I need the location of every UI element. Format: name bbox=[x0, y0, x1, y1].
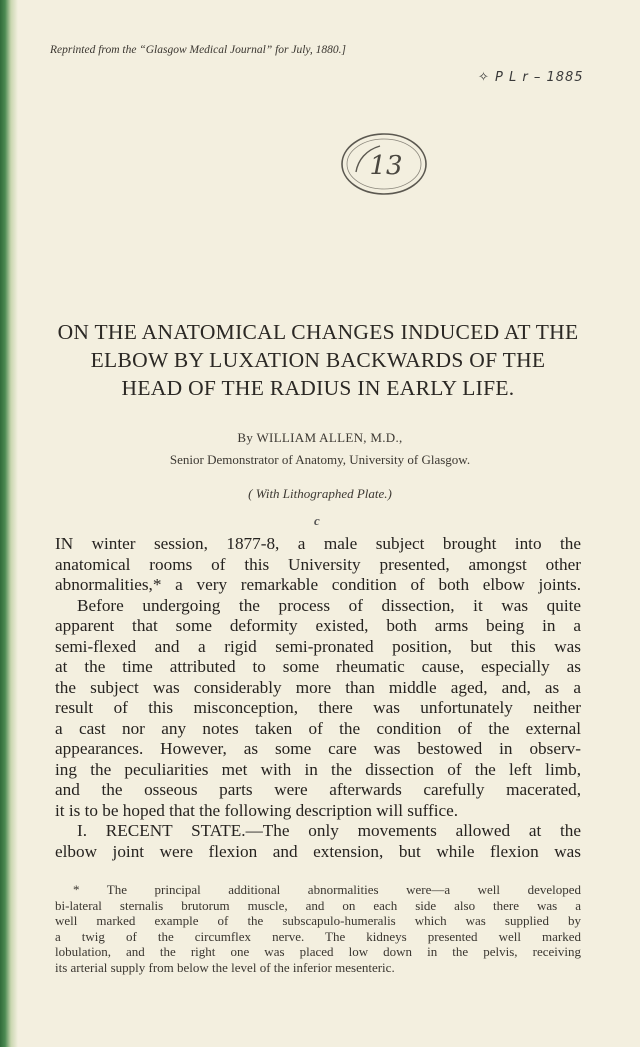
reprint-header: Reprinted from the “Glasgow Medical Journal” for July, 1880.] bbox=[50, 44, 347, 56]
body-line: a cast nor any notes taken of the condition of the external bbox=[55, 718, 581, 738]
body-line: the subject was considerably more than middle aged, and, as a bbox=[55, 677, 581, 697]
title-line: ELBOW BY LUXATION BACKWARDS OF THE bbox=[90, 348, 546, 372]
body-line: result of this misconception, there was unfortunately neither bbox=[55, 698, 581, 717]
footnote-line: a twig of the circumflex nerve. The kidneys presented well marked bbox=[55, 928, 581, 944]
body-line: appearances. However, as some care was bestowed in observ- bbox=[55, 739, 581, 758]
title-line: ON THE ANATOMICAL CHANGES INDUCED AT THE bbox=[57, 320, 579, 344]
handwritten-catalog-ref: ✧ P L r – 1885 bbox=[478, 70, 584, 85]
author-affiliation: Senior Demonstrator of Anatomy, University of Glasgow. bbox=[169, 452, 471, 467]
body-line: ing the peculiarities met with in the dissection of the left limb, bbox=[55, 759, 581, 779]
body-line: Before undergoing the process of dissection, it was quite bbox=[77, 595, 581, 615]
article-body bbox=[55, 534, 581, 862]
title-line: HEAD OF THE RADIUS IN EARLY LIFE. bbox=[121, 376, 515, 400]
body-line: anatomical rooms of this University presented, amongst other bbox=[55, 554, 581, 574]
body-line: elbow joint were flexion and extension, but while flexion was bbox=[55, 841, 581, 861]
body-line: it is to be hoped that the following description will suffice. bbox=[55, 800, 459, 820]
body-line: abnormalities,* a very remarkable condition of both elbow joints. bbox=[55, 575, 581, 594]
article-title bbox=[38, 318, 598, 402]
footnote-line: its arterial supply from below the level of the inferior mesenteric. bbox=[55, 959, 395, 975]
footnote bbox=[55, 882, 581, 975]
footnote-line: bi-lateral sternalis brutorum muscle, and on each side also there was a bbox=[55, 897, 581, 913]
body-line: I. RECENT STATE.—The only movements allowed at the bbox=[77, 821, 581, 840]
footnote-line: * The principal additional abnormalities were—a well developed bbox=[73, 882, 581, 897]
pencil-mark: c bbox=[314, 513, 320, 528]
body-line: semi-flexed and a rigid semi-pronated position, but this was bbox=[55, 636, 581, 656]
library-stamp-icon bbox=[336, 130, 432, 198]
body-line: apparent that some deformity existed, both arms being in a bbox=[55, 616, 581, 635]
stamp-number: 13 bbox=[369, 151, 403, 181]
body-line: and the osseous parts were afterwards carefully macerated, bbox=[55, 780, 581, 799]
page-binding-edge bbox=[0, 0, 18, 1047]
body-line: IN winter session, 1877-8, a male subject brought into the bbox=[55, 534, 581, 553]
body-line: at the time attributed to some rheumatic cause, especially as bbox=[55, 657, 581, 676]
author-byline: By WILLIAM ALLEN, M.D., bbox=[237, 430, 403, 445]
plate-note: ( With Lithographed Plate.) bbox=[248, 486, 392, 501]
footnote-line: lobulation, and the right one was placed low down in the pelvis, receiving bbox=[55, 944, 581, 959]
footnote-line: well marked example of the subscapulo-humeralis which was supplied by bbox=[55, 913, 581, 928]
